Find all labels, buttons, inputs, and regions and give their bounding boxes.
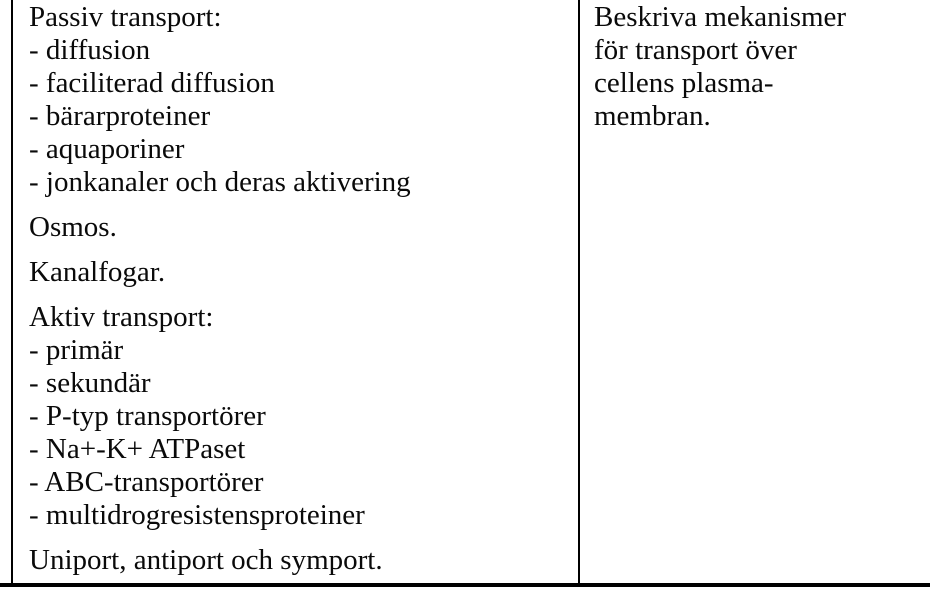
text-line: Uniport, antiport och symport. [29,544,383,576]
text-line: Beskriva mekanismer [594,1,847,33]
text-line: - jonkanaler och deras aktivering [29,166,411,198]
text-line: Osmos. [29,211,117,243]
text-line: - multidrogresistensproteiner [29,499,365,531]
text-line: - P-typ transportörer [29,400,266,432]
text-line: Passiv transport: [29,1,222,33]
para-aktiv-transport [29,301,572,532]
para-osmos [29,211,572,244]
text-line: cellens plasma- [594,67,774,99]
text-line: - aquaporiner [29,133,185,165]
table-cell-topics [11,0,578,583]
para-kanalfogar [29,256,572,289]
text-line: - ABC-transportörer [29,466,264,498]
text-line: - primär [29,334,124,366]
para-uniport [29,544,572,577]
text-line: Aktiv transport: [29,301,214,333]
table-bottom-border [0,583,930,587]
text-line: Kanalfogar. [29,256,166,288]
text-line: - sekundär [29,367,151,399]
text-line: - faciliterad diffusion [29,67,275,99]
text-line: för transport över [594,34,797,66]
para-beskriva-mekanismer [594,1,924,133]
text-line: membran. [594,100,711,132]
para-passiv-transport [29,1,572,199]
text-line: - bärarproteiner [29,100,211,132]
text-line: - diffusion [29,34,151,66]
text-line: - Na+-K+ ATPaset [29,433,246,465]
table-cell-learning-objective [578,0,930,583]
